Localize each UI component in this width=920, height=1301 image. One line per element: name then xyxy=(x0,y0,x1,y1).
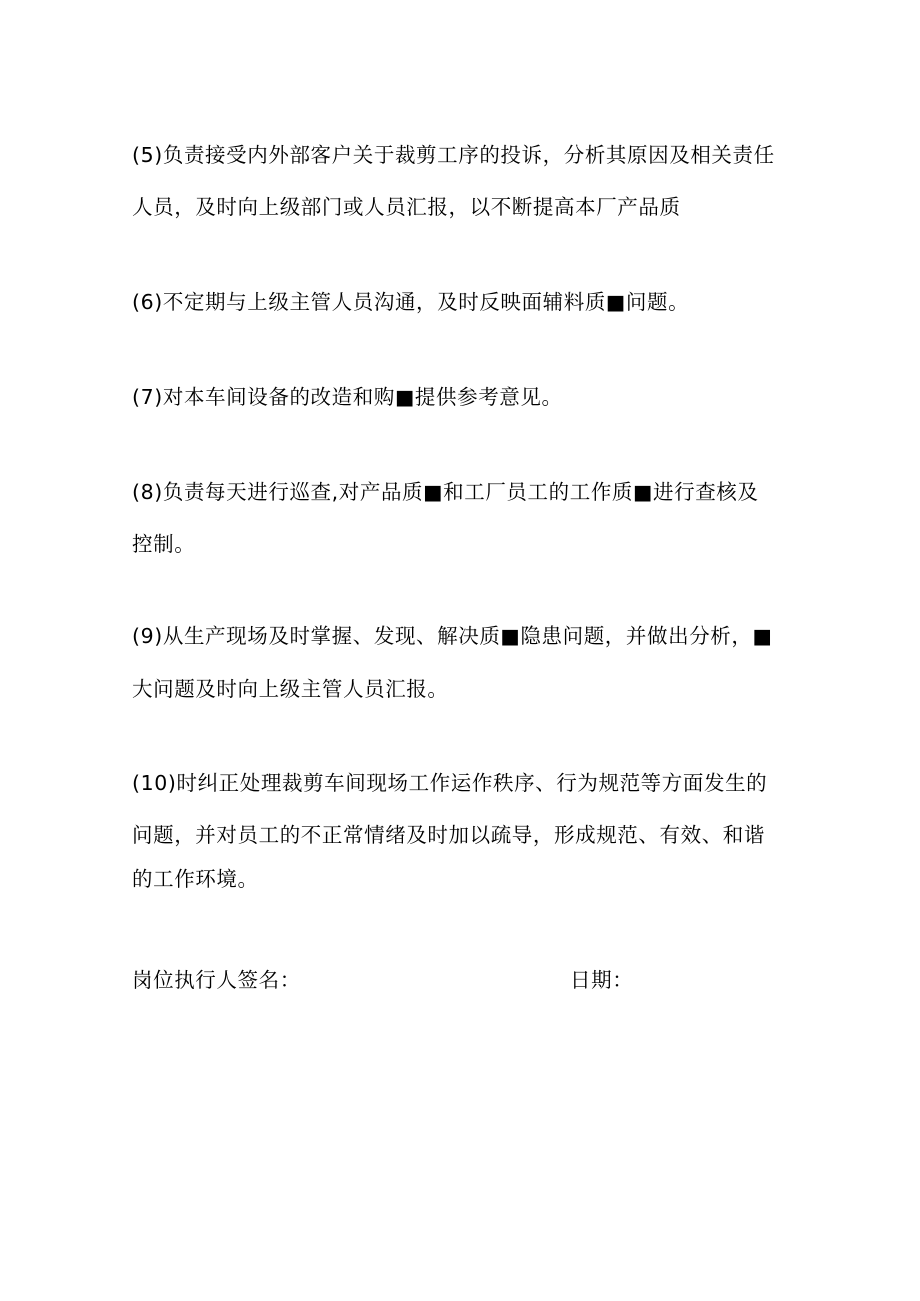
paragraph-5-line-2: 人员，及时向上级部门或人员汇报，以不断提高本厂产品质 xyxy=(132,195,681,219)
paragraph-8-line-2: 控制。 xyxy=(132,532,196,556)
paragraph-8-line-1: (8)负责每天进行巡查,对产品质■和工厂员工的工作质■进行查核及 xyxy=(132,480,759,504)
paragraph-7-line-1: (7)对本车间设备的改造和购■提供参考意见。 xyxy=(132,385,563,409)
paragraph-10-line-2: 问题，并对员工的不正常情绪及时加以疏导，形成规范、有效、和谐 xyxy=(132,823,765,847)
paragraph-10-line-1: (10)时纠正处理裁剪车间现场工作运作秩序、行为规范等方面发生的 xyxy=(132,771,768,795)
paragraph-10-line-3: 的工作环境。 xyxy=(132,867,259,891)
executor-signature-label: 岗位执行人签名： xyxy=(132,968,301,992)
paragraph-9-line-1: (9)从生产现场及时掌握、发现、解决质■隐患问题，并做出分析，■ xyxy=(132,624,773,648)
paragraph-6-line-1: (6)不定期与上级主管人员沟通，及时反映面辅料质■问题。 xyxy=(132,290,690,314)
paragraph-5-line-1: (5)负责接受内外部客户关于裁剪工序的投诉，分析其原因及相关责任 xyxy=(132,143,775,167)
paragraph-9-line-2: 大问题及时向上级主管人员汇报。 xyxy=(132,677,449,701)
date-label: 日期： xyxy=(570,968,634,992)
